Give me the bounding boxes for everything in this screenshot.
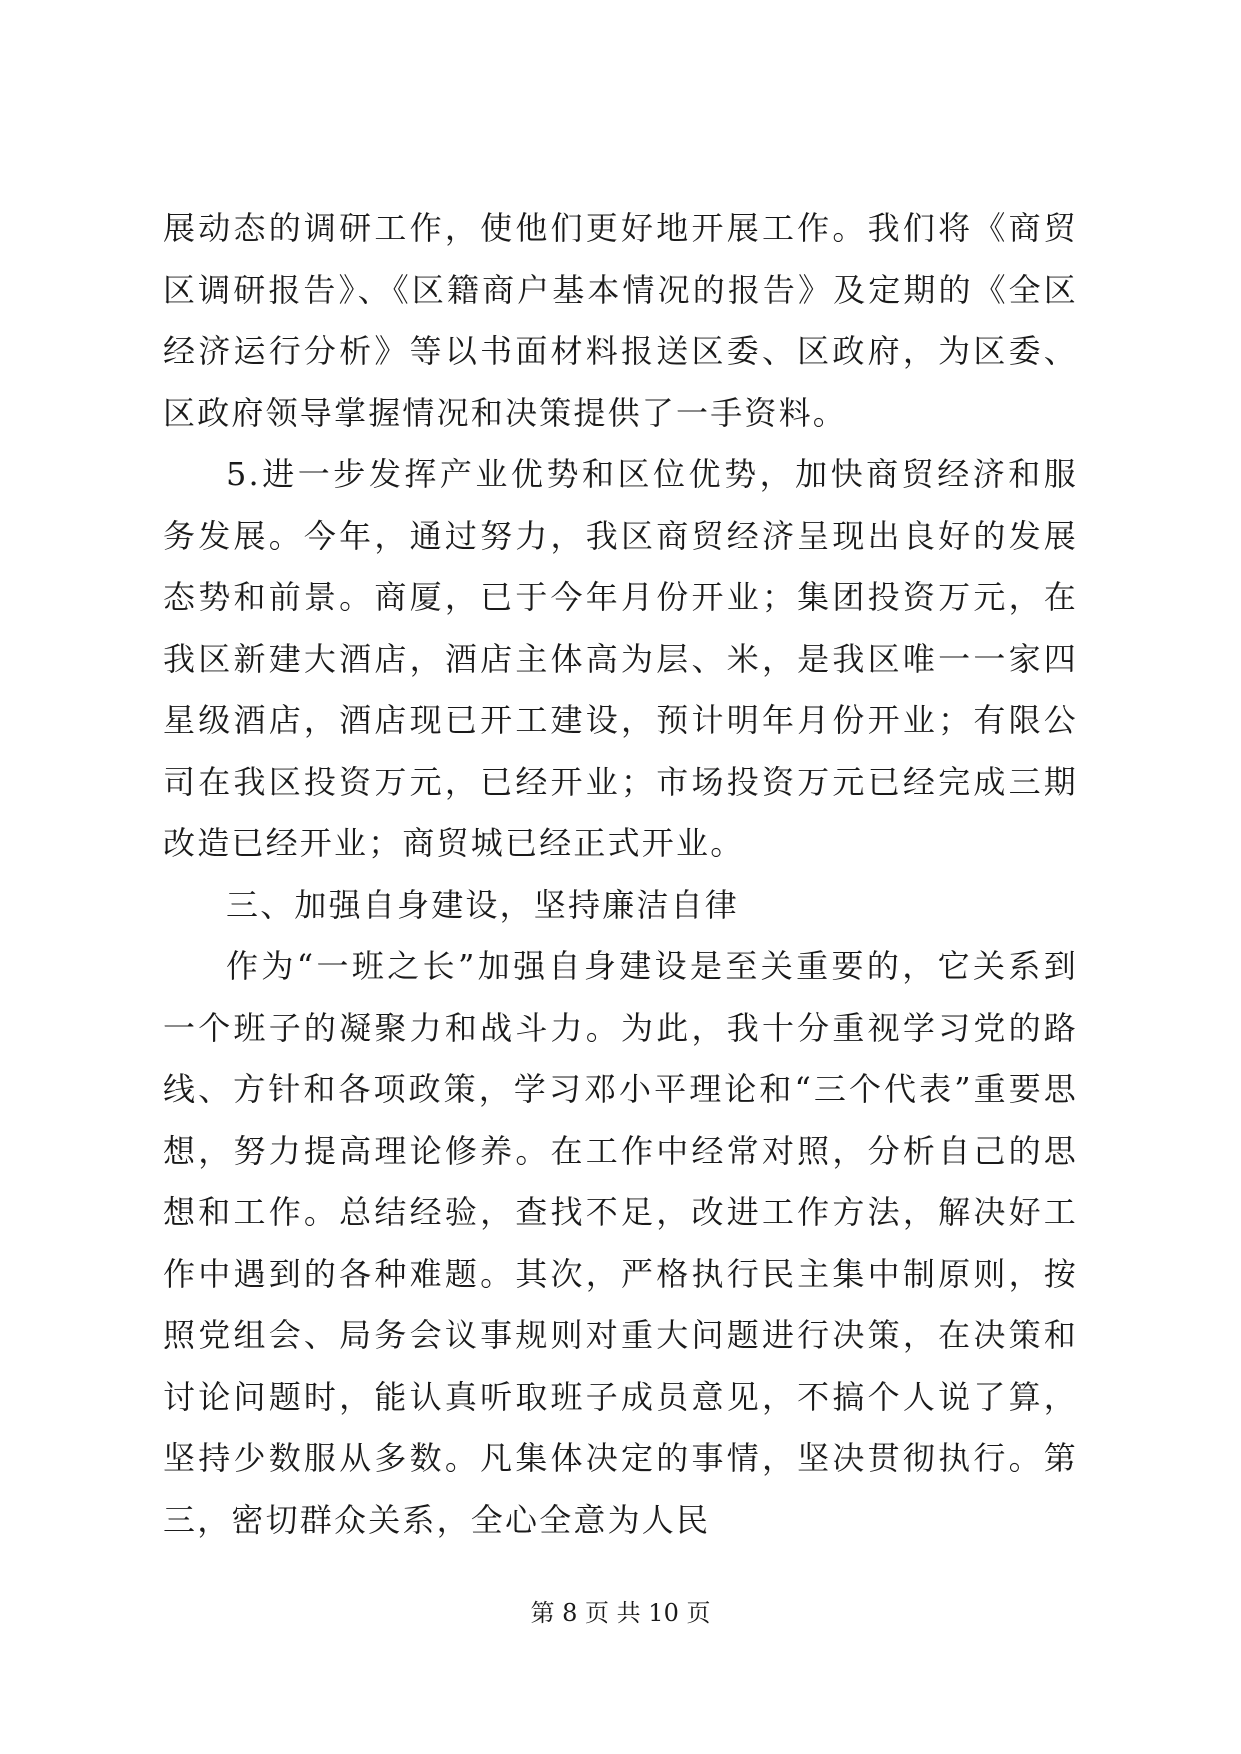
paragraph-self-building: 作为“一班之长”加强自身建设是至关重要的，它关系到一个班子的凝聚力和战斗力。为此，我十分重视学习党的路线、方针和各项政策，学习邓小平理论和“三个代表”重要思想，努力提高理论修养。在工作中经常对照，分析自己的思想和工作。总结经验，查找不足，改进工作方法，解决好工作中遇到的各种难题。其次，严格执行民主集中制原则，按照党组会、局务会议事规则对重大问题进行决策，在决策和讨论问题时，能认真听取班子成员意见，不搞个人说了算，坚持少数服从多数。凡集体决定的事情，坚决贯彻执行。第三，密切群众关系，全心全意为人民 — [163, 947, 1078, 1539]
document-body — [163, 198, 1078, 1551]
paragraph-commerce-development: 5.进一步发挥产业优势和区位优势，加快商贸经济和服务发展。今年，通过努力，我区商贸经济呈现出良好的发展态势和前景。商厦，已于今年月份开业；集团投资万元，在我区新建大酒店，酒店主体高为层、米，是我区唯一一家四星级酒店，酒店现已开工建设，预计明年月份开业；有限公司在我区投资万元，已经开业；市场投资万元已经完成三期改造已经开业；商贸城已经正式开业。 — [163, 455, 1078, 862]
paragraph-research-materials: 展动态的调研工作，使他们更好地开展工作。我们将《商贸区调研报告》、《区籍商户基本情况的报告》及定期的《全区经济运行分析》等以书面材料报送区委、区政府，为区委、区政府领导掌握情况和决策提供了一手资料。 — [163, 209, 1078, 432]
section-heading-self-building: 三、加强自身建设，坚持廉洁自律 — [226, 885, 740, 924]
page-number-footer: 第 8 页 共 10 页 — [530, 1599, 711, 1627]
